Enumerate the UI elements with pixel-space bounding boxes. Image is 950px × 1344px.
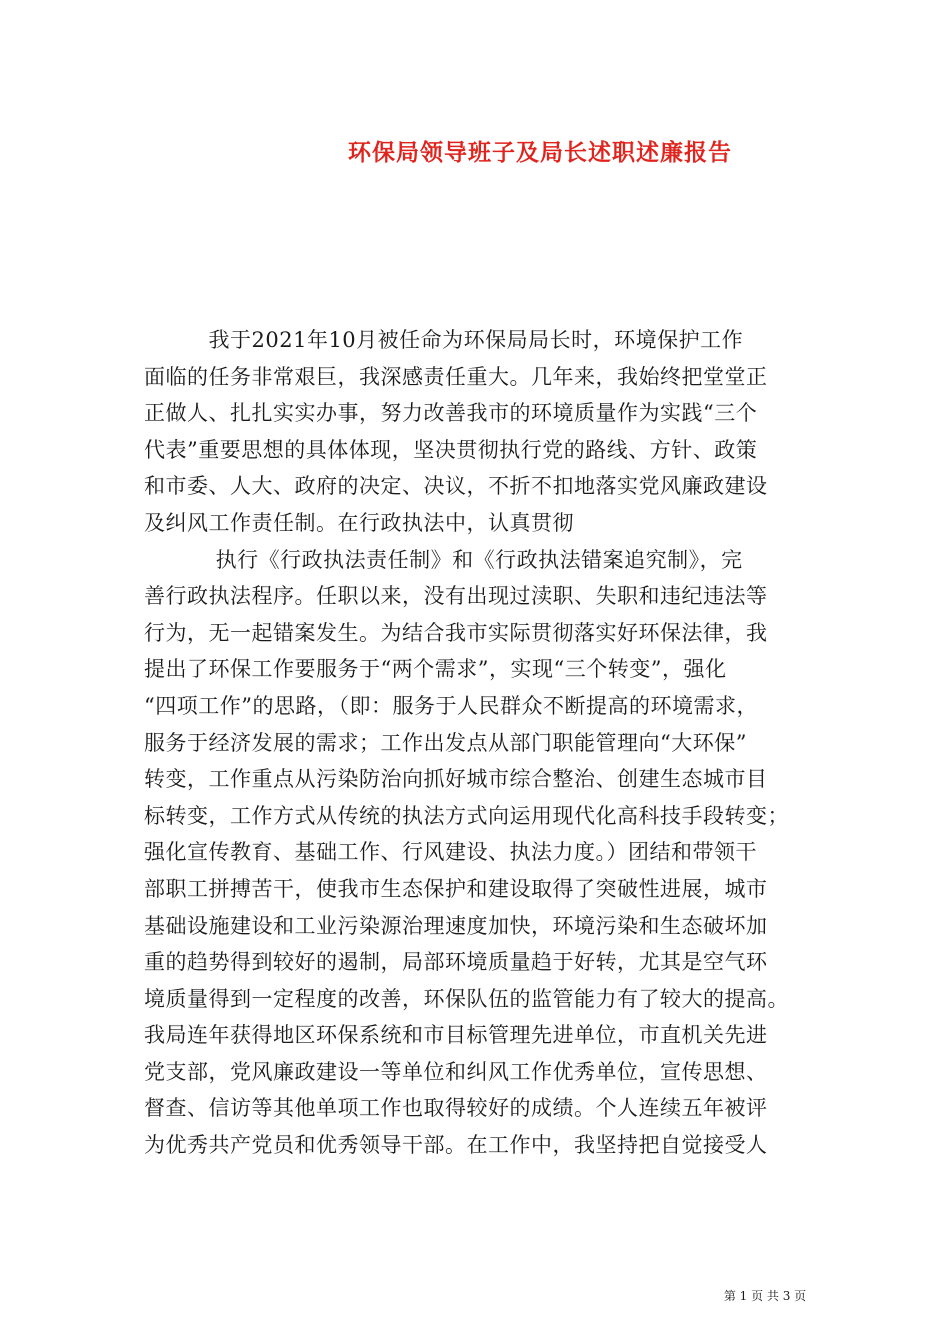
body-line: 代表”重要思想的具体体现，坚决贯彻执行党的路线、方针、政策: [144, 437, 758, 462]
body-line: 善行政执法程序。任职以来，没有出现过渎职、失职和违纪违法等: [144, 584, 768, 609]
body-line: 党支部，党风廉政建设一等单位和纠风工作优秀单位，宣传思想、: [144, 1059, 768, 1084]
body-line: 强化宣传教育、基础工作、行风建设、执法力度。）团结和带领干: [144, 840, 757, 865]
body-line: 基础设施建设和工业污染源治理速度加快，环境污染和生态破坏加: [144, 913, 768, 938]
page-footer: 第 1 页 共 3 页: [723, 1289, 807, 1303]
body-line: 我局连年获得地区环保系统和市目标管理先进单位，市直机关先进: [144, 1023, 768, 1048]
body-line: 行为，无一起错案发生。为结合我市实际贯彻落实好环保法律，我: [144, 620, 768, 645]
body-line: 标转变，工作方式从传统的执法方式向运用现代化高科技手段转变；: [144, 803, 789, 828]
body-line: 服务于经济发展的需求；工作出发点从部门职能管理向“大环保”: [144, 730, 747, 755]
body-line: 提出了环保工作要服务于“两个需求”，实现“三个转变”，强化: [144, 657, 727, 682]
document-title: 环保局领导班子及局长述职述廉报告: [348, 139, 732, 166]
body-line: 部职工拼搏苦干，使我市生态保护和建设取得了突破性进展，城市: [144, 876, 768, 901]
body-line: 正做人、扎扎实实办事，努力改善我市的环境质量作为实践“三个: [144, 401, 758, 426]
body-line: 及纠风工作责任制。在行政执法中，认真贯彻: [144, 510, 574, 535]
body-line: 督查、信访等其他单项工作也取得较好的成绩。个人连续五年被评: [144, 1096, 768, 1121]
body-line: 我于2021年10月被任命为环保局局长时，环境保护工作: [144, 328, 744, 352]
document-body: [144, 322, 812, 1164]
body-line: 为优秀共产党员和优秀领导干部。在工作中，我坚持把自觉接受人: [144, 1133, 768, 1158]
body-line: 执行《行政执法责任制》和《行政执法错案追究制》，完: [144, 547, 743, 572]
body-line: 重的趋势得到较好的遏制，局部环境质量趋于好转，尤其是空气环: [144, 950, 768, 975]
body-line: 境质量得到一定程度的改善，环保队伍的监管能力有了较大的提高。: [144, 986, 789, 1011]
body-line: 面临的任务非常艰巨，我深感责任重大。几年来，我始终把堂堂正: [144, 364, 768, 389]
body-line: “四项工作”的思路，（即：服务于人民群众不断提高的环境需求，: [144, 693, 758, 718]
body-line: 和市委、人大、政府的决定、决议，不折不扣地落实党风廉政建设: [144, 474, 768, 499]
body-line: 转变，工作重点从污染防治向抓好城市综合整治、创建生态城市目: [144, 767, 768, 792]
